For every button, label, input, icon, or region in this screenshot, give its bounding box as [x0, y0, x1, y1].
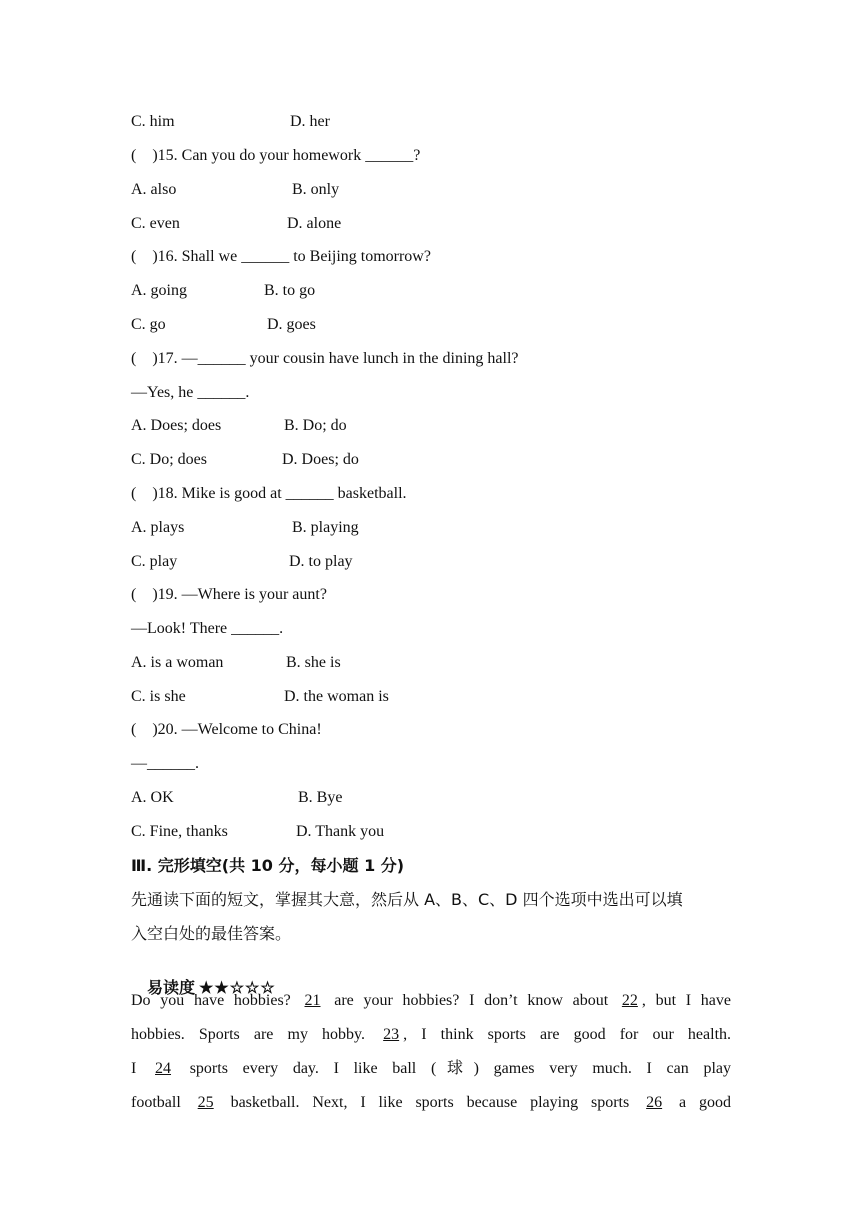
- q20-option-d: D. Thank you: [296, 823, 385, 840]
- q16-stem: ( )16. Shall we ______ to Beijing tomorrow?: [131, 248, 431, 265]
- section-instructions: 先通读下面的短文，掌握其大意，然后从 A、B、C、D 四个选项中选出可以填: [131, 890, 683, 909]
- blank-25: 25: [197, 1094, 214, 1111]
- q16-option-b: B. to go: [264, 282, 316, 299]
- q20-option-a: A. OK: [131, 789, 174, 806]
- q18-stem: ( )18. Mike is good at ______ basketball.: [131, 485, 407, 502]
- q15-option-c: C. even: [131, 215, 180, 232]
- q20-stem-reply: —______.: [131, 755, 199, 772]
- passage-line-2: [131, 1025, 731, 1045]
- blank-24: 24: [155, 1060, 172, 1077]
- passage-text: hobbies. Sports are my hobby.: [131, 1026, 366, 1043]
- passage-text: Do you have hobbies?: [131, 992, 291, 1009]
- blank-21: 21: [304, 992, 321, 1009]
- passage-text: , but I have: [641, 992, 731, 1009]
- q17-option-a: A. Does; does: [131, 417, 222, 434]
- q20-stem: ( )20. —Welcome to China!: [131, 721, 322, 738]
- q19-option-c: C. is she: [131, 688, 186, 705]
- q18-option-b: B. playing: [292, 519, 359, 536]
- q20-option-b: B. Bye: [298, 789, 343, 806]
- q15-option-a: A. also: [131, 181, 177, 198]
- q18-option-a: A. plays: [131, 519, 185, 536]
- q16-option-c: C. go: [131, 316, 166, 333]
- q16-option-a: A. going: [131, 282, 187, 299]
- q19-stem-reply: —Look! There ______.: [131, 620, 284, 637]
- q14-option-c: C. him: [131, 113, 175, 130]
- q17-stem: ( )17. —______ your cousin have lunch in the dining hall?: [131, 350, 519, 367]
- passage-text: are your hobbies? I don’t know about: [334, 992, 609, 1009]
- passage-text: football: [131, 1094, 181, 1111]
- passage-text: basketball. Next, I like sports because playing sports: [230, 1094, 630, 1111]
- q17-option-b: B. Do; do: [284, 417, 347, 434]
- passage-line-1: [131, 991, 731, 1011]
- section-heading: Ⅲ. 完形填空(共 10 分，每小题 1 分): [131, 856, 405, 875]
- q15-option-d: D. alone: [287, 215, 342, 232]
- q19-option-d: D. the woman is: [284, 688, 389, 705]
- q15-stem: ( )15. Can you do your homework ______?: [131, 147, 421, 164]
- q15-option-b: B. only: [292, 181, 340, 198]
- difficulty-label: 易读度: [147, 978, 196, 997]
- passage-text: a good: [679, 1094, 732, 1111]
- q19-option-a: A. is a woman: [131, 654, 224, 671]
- blank-23: 23: [383, 1026, 400, 1043]
- passage-line-4: [131, 1093, 731, 1113]
- q17-stem-reply: —Yes, he ______.: [131, 384, 250, 401]
- q18-option-d: D. to play: [289, 553, 353, 570]
- difficulty-stars-icon: ★★☆☆☆: [199, 980, 276, 997]
- blank-26: 26: [646, 1094, 663, 1111]
- section-instructions-cont: 入空白处的最佳答案。: [131, 924, 292, 943]
- q19-option-b: B. she is: [286, 654, 341, 671]
- q16-option-d: D. goes: [267, 316, 316, 333]
- q20-option-c: C. Fine, thanks: [131, 823, 228, 840]
- q18-option-c: C. play: [131, 553, 178, 570]
- passage-text: sports every day. I like ball (球) games very much. I can play: [189, 1060, 731, 1077]
- passage-line-3: [131, 1059, 731, 1079]
- q19-stem: ( )19. —Where is your aunt?: [131, 586, 327, 603]
- passage-text: I: [131, 1060, 137, 1077]
- blank-22: 22: [621, 992, 638, 1009]
- q17-option-c: C. Do; does: [131, 451, 207, 468]
- q14-option-d: D. her: [290, 113, 330, 130]
- passage-text: , I think sports are good for our health.: [403, 1026, 732, 1043]
- q17-option-d: D. Does; do: [282, 451, 359, 468]
